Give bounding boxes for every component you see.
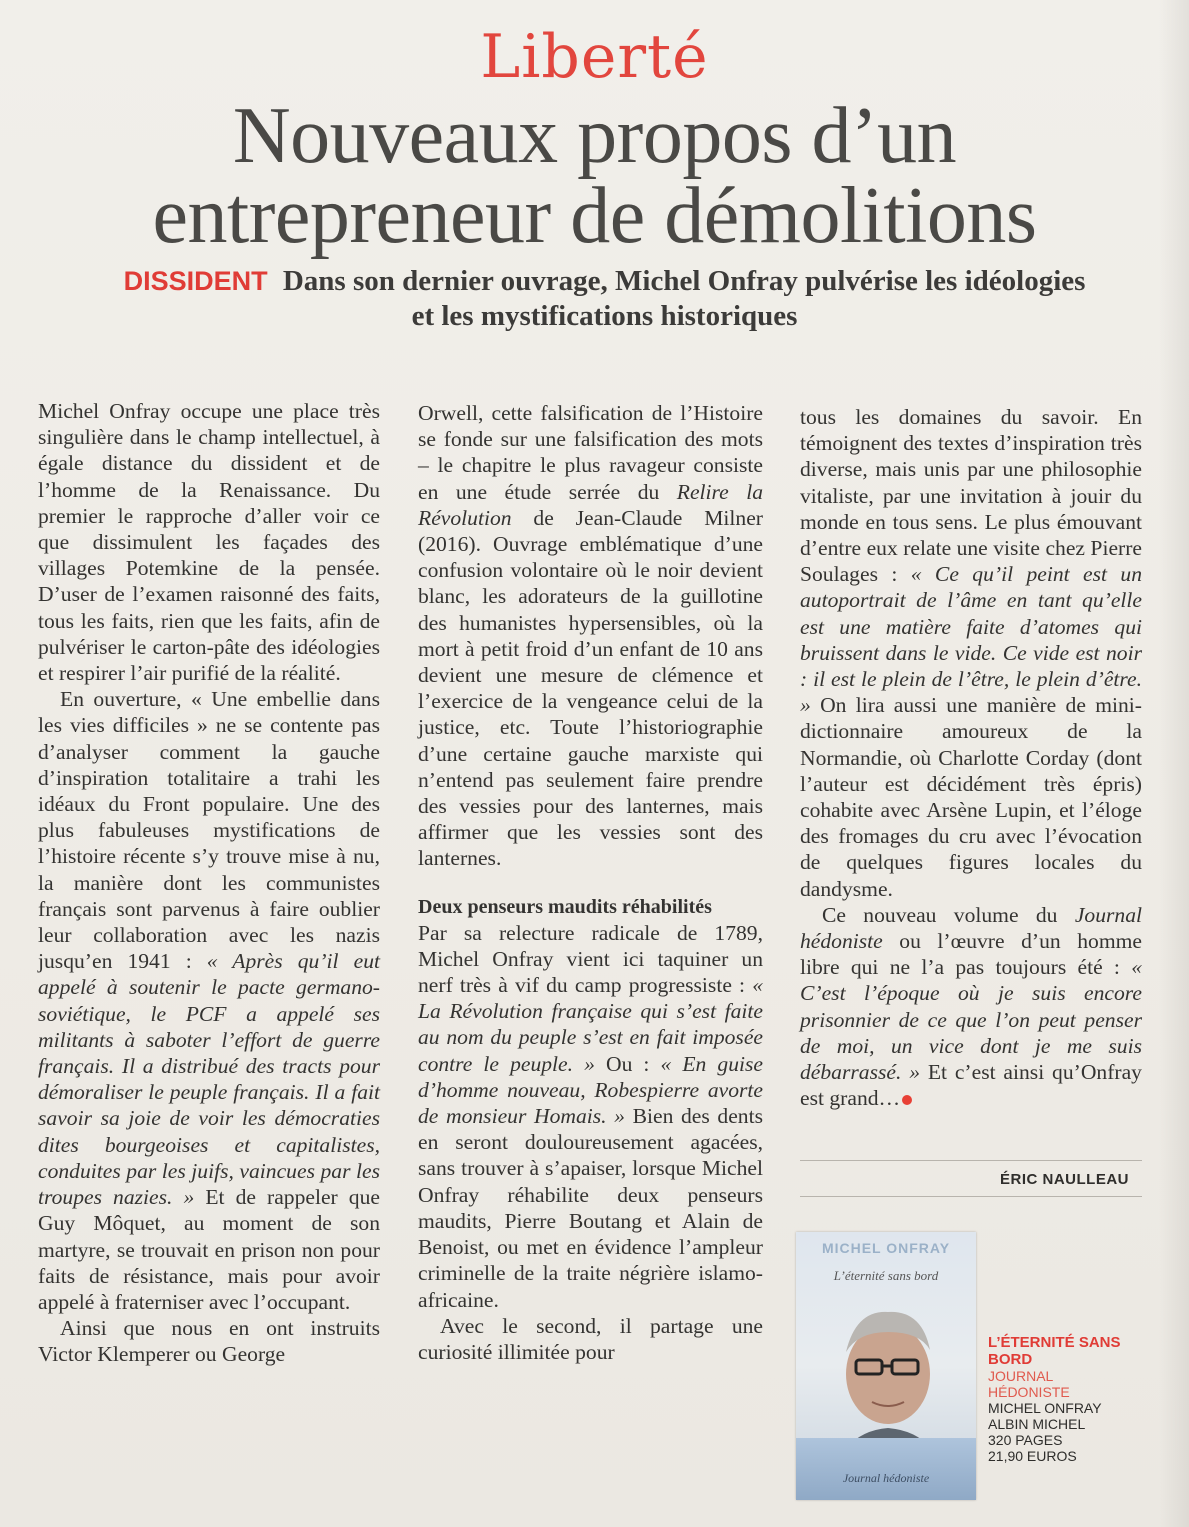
quote: « Après qu’il eut appelé à soutenir le pacte germano-soviétique, le PCF a appelé ses militants à saboter l’effort de guerre français. Il a distribué des tracts pour démoraliser le peuple français. Il a fait savoir sa joie de voir les démocraties dites bourgeoises et capitalistes, conduites par les juifs, vaincues par les troupes nazies. »: [38, 949, 380, 1210]
paragraph-text: On lira aussi une manière de mini-dictionnaire amoureux de la Normandie, où Charlotte Corday (dont l’auteur est décidément très épris) cohabite avec Arsène Lupin, et l’éloge des fromages du cru avec l’évocation de quelques figures locales du dandysme.: [800, 693, 1142, 901]
paragraph-text: Par sa relecture radicale de 1789, Michel Onfray vient ici taquiner un nerf très à vif du camp progressiste :: [418, 920, 763, 998]
scan-shadow: [1159, 0, 1189, 1527]
deck-text: Dans son dernier ouvrage, Michel Onfray pulvérise les idéologies et les mystifications historiques: [282, 265, 1086, 332]
column-2: [418, 400, 763, 1365]
paragraph-text: ou l’œuvre d’un homme libre qui ne l’a pas toujours été :: [800, 929, 1142, 980]
quote: « La Révolution française qui s’est faite au nom du peuple s’est en fait imposée contre le peuple. »: [418, 973, 763, 1076]
book-price: 21,90 EUROS: [988, 1448, 1077, 1464]
byline: ÉRIC NAULLEAU: [1000, 1171, 1129, 1188]
quote: « En guise d’homme nouveau, Robespierre avorte de monsieur Homais. »: [418, 1051, 763, 1129]
headline: [60, 92, 1129, 260]
paragraph-text: Et c’est ainsi qu’Onfray est grand…: [800, 1060, 1142, 1111]
book-cover-image: [796, 1232, 976, 1500]
column-3: [800, 404, 1142, 1111]
journal-title-ref: Journal hédoniste: [800, 902, 1142, 954]
book-info: [988, 1334, 1138, 1464]
paragraph-text: En ouverture, « Une embellie dans les vies difficiles » ne se contente pas d’analyser comment la gauche d’inspiration totalitaire a trahi les idéaux du Front populaire. Une des plus fabuleuses mystifications de l’histoire récente s’y trouve mise à nu, la manière dont les communistes français sont parvenus à faire oublier leur collaboration avec les nazis jusqu’en 1941 :: [38, 687, 380, 974]
paragraph: Avec le second, il partage une curiosité illimitée pour: [418, 1313, 763, 1364]
headline-line-1: Nouveaux propos d’un: [232, 92, 957, 180]
end-mark-icon: [902, 1095, 912, 1105]
book-series: JOURNAL HÉDONISTE: [988, 1368, 1070, 1400]
headline-line-2: entrepreneur de démolitions: [152, 172, 1037, 260]
paragraph: Ainsi que nous en ont instruits Victor Klemperer ou George: [38, 1316, 380, 1367]
kicker: Liberté: [480, 22, 709, 92]
divider: [800, 1160, 1142, 1161]
paragraph: [800, 902, 1142, 1112]
paragraph-text: Ou :: [594, 1051, 661, 1076]
book-pages: 320 PAGES: [988, 1432, 1063, 1448]
paragraph: [38, 686, 380, 1315]
paragraph: [418, 400, 763, 872]
book-title: L’ÉTERNITÉ SANS BORD: [988, 1334, 1121, 1368]
book-author: MICHEL ONFRAY: [988, 1400, 1102, 1416]
paragraph: Michel Onfray occupe une place très singulière dans le champ intellectuel, à égale distance du dissident et de l’homme de la Renaissance. Du premier le rapproche d’aller voir ce que dissimulent les façades des villages Potemkine de la pensée. D’user de l’examen raisonné des faits, tous les faits, rien que les faits, afin de pulvériser le carton-pâte des idéologies et respirer l’air purifié de la réalité.: [38, 399, 380, 686]
cover-band: [796, 1438, 976, 1500]
paragraph-text: Orwell, cette falsification de l’Histoire se fonde sur une falsification des mots – le chapitre le plus ravageur consiste en une étude serrée du: [418, 401, 763, 504]
cover-band-text: Journal hédoniste: [842, 1471, 930, 1485]
subheading: Deux penseurs maudits réhabilités: [418, 895, 712, 918]
deck-tag: DISSIDENT: [123, 266, 268, 296]
paragraph-text: Et de rappeler que Guy Môquet, au moment de son martyre, se trouvait en prison non pour faits de résistance, mais pour avoir appelé à fraterniser avec l’occupant.: [38, 1185, 380, 1314]
paragraph-text: de Jean-Claude Milner (2016). Ouvrage emblématique d’une confusion volontaire où le noir devient blanc, les adorateurs de la guillotine des humanistes hypersensibles, où la mort à petit froid d’un enfant de 10 ans devient une mesure de clémence et l’exercice de la vengeance celui de la justice, etc. Toute l’historiographie d’une certaine gauche marxiste qui n’entend pas seulement faire prendre des vessies pour des lanternes, mais affirmer que les vessies sont des lanternes.: [418, 505, 763, 871]
book-title-ref: Relire la Révolution: [418, 479, 764, 530]
paragraph-text: tous les domaines du savoir. En témoignent des textes d’inspiration très diverse, mais unis par une philosophie vitaliste, par une invitation à jouir du monde en tous sens. Le plus émouvant d’entre eux relate une visite chez Pierre Soulages :: [800, 405, 1142, 587]
cover-title: L’éternité sans bord: [833, 1268, 939, 1283]
paragraph: [800, 404, 1142, 902]
deck: [120, 264, 1089, 334]
paragraph-text: Ce nouveau volume du: [822, 902, 1075, 927]
divider: [800, 1196, 1142, 1197]
column-1: [38, 398, 380, 1368]
cover-author: MICHEL ONFRAY: [821, 1240, 951, 1256]
paragraph: [418, 920, 763, 1313]
book-publisher: ALBIN MICHEL: [988, 1416, 1086, 1432]
quote: « Ce qu’il peint est un autoportrait de l’âme en tant qu’elle est une matière faite d’atomes qui bruissent dans le vide. Ce vide est noir : il est le plein de l’être, le plein d’être. »: [800, 562, 1142, 718]
quote: « C’est l’époque où je suis encore prisonnier de ce que l’on peut penser de moi, un vice dont je me suis débarrassé. »: [800, 955, 1142, 1085]
paragraph-text: Bien des dents en seront douloureusement agacées, sans trouver à s’apaiser, lorsque Michel Onfray réhabilite deux penseurs maudits, Pierre Boutang et Alain de Benoist, ou met en évidence l’ampleur criminelle de la traite négrière islamo-africaine.: [418, 1104, 763, 1312]
